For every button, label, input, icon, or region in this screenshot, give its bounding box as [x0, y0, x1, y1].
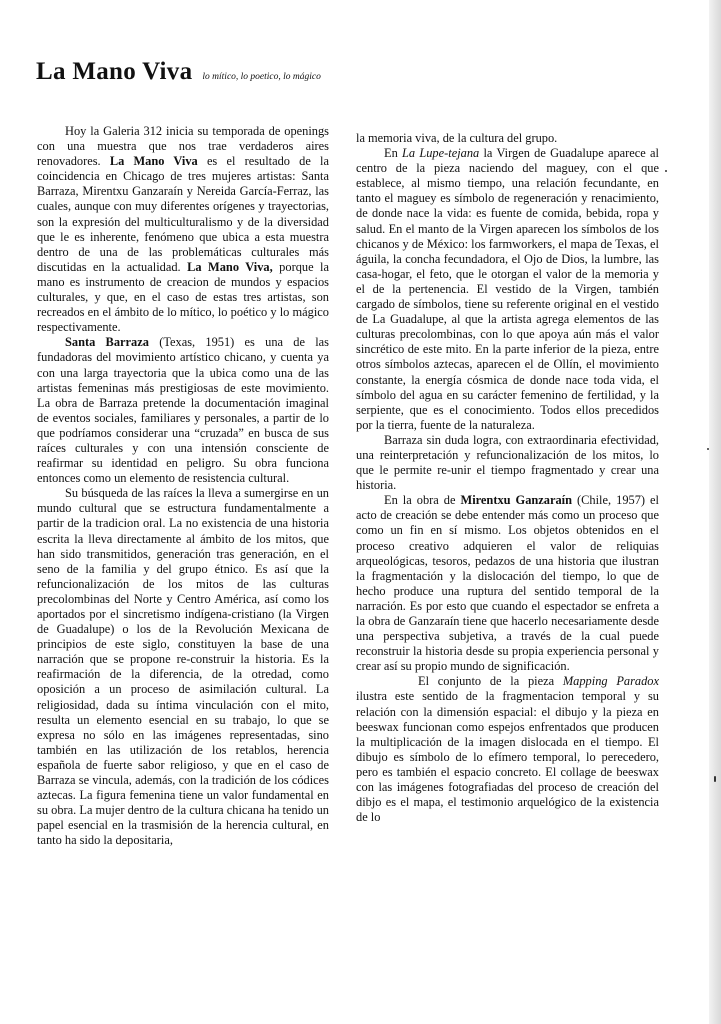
artist-name: Mirentxu Ganzaraín [460, 493, 572, 508]
paragraph-lupe-tejana [356, 146, 659, 433]
paragraph-intro [37, 124, 329, 335]
text-run: porque la mano es instrumento de creacion de mundos y espacios culturales, y que, en el caso de estas tres artistas, son recreados en el ámbito de lo mítico, lo poético y lo mágico respectivamente. [37, 259, 329, 335]
paragraph-roots [37, 486, 329, 848]
text-run: (Chile, 1957) el acto de creación se debe entender más como un proceso que como un fin en sí mismo. Los objetos obtenidos en el proceso creativo adquieren el valor de reliquias arqueológicas, tesoros, pedazos de una historia que ilustran la fragmentación y la dislocación del tiempo, lo que de hecho produce una ruptura del sentido temporal de la narración. Es por esto que cuando el espectador se enfreta a la obra de Ganzaraín tiene que hacerlo necesariamente desde una perspectiva subjetiva, a través de la cual puede reconstruir la historia desde su propia experiencia personal y crear así su propio mundo de significación. [356, 493, 659, 674]
article-title: La Mano Viva [36, 58, 193, 85]
text-run: En la obra de [384, 493, 456, 508]
artist-name: Santa Barraza [65, 335, 149, 350]
exhibition-name: La Mano Viva, [187, 259, 273, 274]
artwork-title: La Lupe-tejana [402, 146, 480, 161]
text-run: Su búsqueda de las raíces la lleva a sumergirse en un mundo cultural que se estructura fundamentalmente a partir de la tradicion oral. La no existencia de una historia escrita la lleva directamente al ámbito de los mitos, que han sido transmitidos, generación tras generación, en el seno de la familia y del grupo étnico. Es así que la refuncionalización de los mitos de las culturas precolombinas del Norte y Centro América, así como los aportados por el sincretismo indígena-cristiano (la Virgen de Guadalupe) o los de la Revolución Mexicana de principios de este siglo, constituyen la base de una narración que se propone re-construir la historia. Es la reafirmación de la diferencia, de la otredad, como oposición a un proceso de asimilación cultural. La religiosidad, dada su íntima vinculación con el mito, resulta un elemento esencial en su trabajo, lo que se expresa no sólo en las imágenes representadas, sino también en las utilización de los retablos, herencia española de fuerte sabor religioso, y que en el caso de Barraza se vincula, además, con la tradición de los códices aztecas. La figura femenina tiene un valor fundamental en su obra. La mujer dentro de la cultura chicana ha tenido un papel esencial en la trasmisión de la herencia cultural, en tanto ha sido la depositaria, [37, 486, 329, 848]
scan-speck [707, 448, 709, 450]
left-column [37, 124, 329, 849]
article-header [36, 58, 321, 86]
scan-speck [665, 170, 667, 172]
paragraph-ganzarain [356, 493, 659, 674]
text-run: El conjunto de la pieza [418, 674, 555, 689]
text-run: Hoy la Galeria 312 inicia su temporada de openings con una muestra que nos trae verdaderos aires renovadores. [37, 124, 329, 169]
scan-speck [714, 776, 716, 782]
text-run: (Texas, 1951) es una de las fundadoras del movimiento artístico chicano, y cuenta ya con una larga trayectoria que la ubica como una de las artistas femeninas más prestigiosas de este movimiento. La obra de Barraza pretende la documentación imaginal de eventos sociales, familiares y personales, a partir de lo que podríamos considerar una “cruzada” en busca de sus raíces culturales y con una intensión consciente de reafirmar su identidad en peligro. Su obra funciona entonces como un elemento de resistencia cultural. [37, 335, 330, 486]
page-edge-shadow [709, 0, 721, 1024]
paragraph-barraza [37, 335, 329, 486]
text-run: ilustra este sentido de la fragmentacion temporal y su relación con la dimensión espacial: el dibujo y la pieza en beeswax funcionan como espejos enfrentados que producen la multiplicación de la imagen dislocada en el tiempo. El dibujo es símbolo de lo efímero temporal, lo perecedero, pero es también el espacio concreto. El collage de beeswax con las imágenes fotografiadas del proceso de creación del dibjo es el mapa, el testimonio arquelógico de la existencia de lo [356, 689, 659, 825]
exhibition-name: La Mano Viva [109, 154, 198, 169]
paragraph-mapping-paradox [356, 674, 659, 825]
right-column [356, 131, 659, 825]
text-run: En [384, 146, 398, 161]
paragraph-continuation: la memoria viva, de la cultura del grupo. [356, 131, 558, 145]
paragraph-barraza-summary: Barraza sin duda logra, con extraordinaria efectividad, una reinterpretación y refuncionalización de los mitos, lo que le permite re-unir el tiempo fragmentado y crear una historia. [356, 432, 659, 493]
text-run: la Virgen de Guadalupe aparece al centro de la pieza naciendo del maguey, con el que establece, al mismo tiempo, una relación fecundante, en tanto el maguey es símbolo de regeneración y renacimiento, de donde nace la vida: es fuente de comida, bebida, ropa y salud. En el manto de la Virgen aparecen los símbolos de los chicanos y de México: los farmworkers, el mapa de Texas, el águila, la concha fecundadora, el Ojo de Dios, la lumbre, las casa-hogar, el feto, que le otorgan el valor de la memoria y el de la pertenencia. El vestido de la Virgen, también cargado de símbolos, tiene su referente original en el vestido de La Guadalupe, al que la artista agrega elementos de las culturas precolombinas, con lo que apoya aún más el valor sincrético de este mito. En la parte inferior de la pieza, entre otros símbolos aztecas, aparecen el de Ollín, el movimiento constante, la energía cósmica de donde nace toda vida, el símbolo del agua en su carácter femenino de fertilidad, y la serpiente, que es el conocimiento. Todos ellos precedidos por la tierra, fuente de la naturaleza. [356, 146, 659, 432]
artwork-title: Mapping Paradox [562, 674, 659, 689]
article-subtitle: lo mítico, lo poetico, lo mágico [202, 72, 321, 82]
text-run: es el resultado de la coincidencia en Chicago de tres mujeres artistas: Santa Barraza, Mirentxu Ganzaraín y Nereida García-Ferraz, las cuales, aunque con muy diferentes orígenes y trayectorias, son la expresión del multiculturalismo y de la diversidad que le es inherente, fenómeno que ubica a esta muestra dentro de una de las problemáticas culturales más discutidas en la actualidad. [37, 154, 329, 274]
